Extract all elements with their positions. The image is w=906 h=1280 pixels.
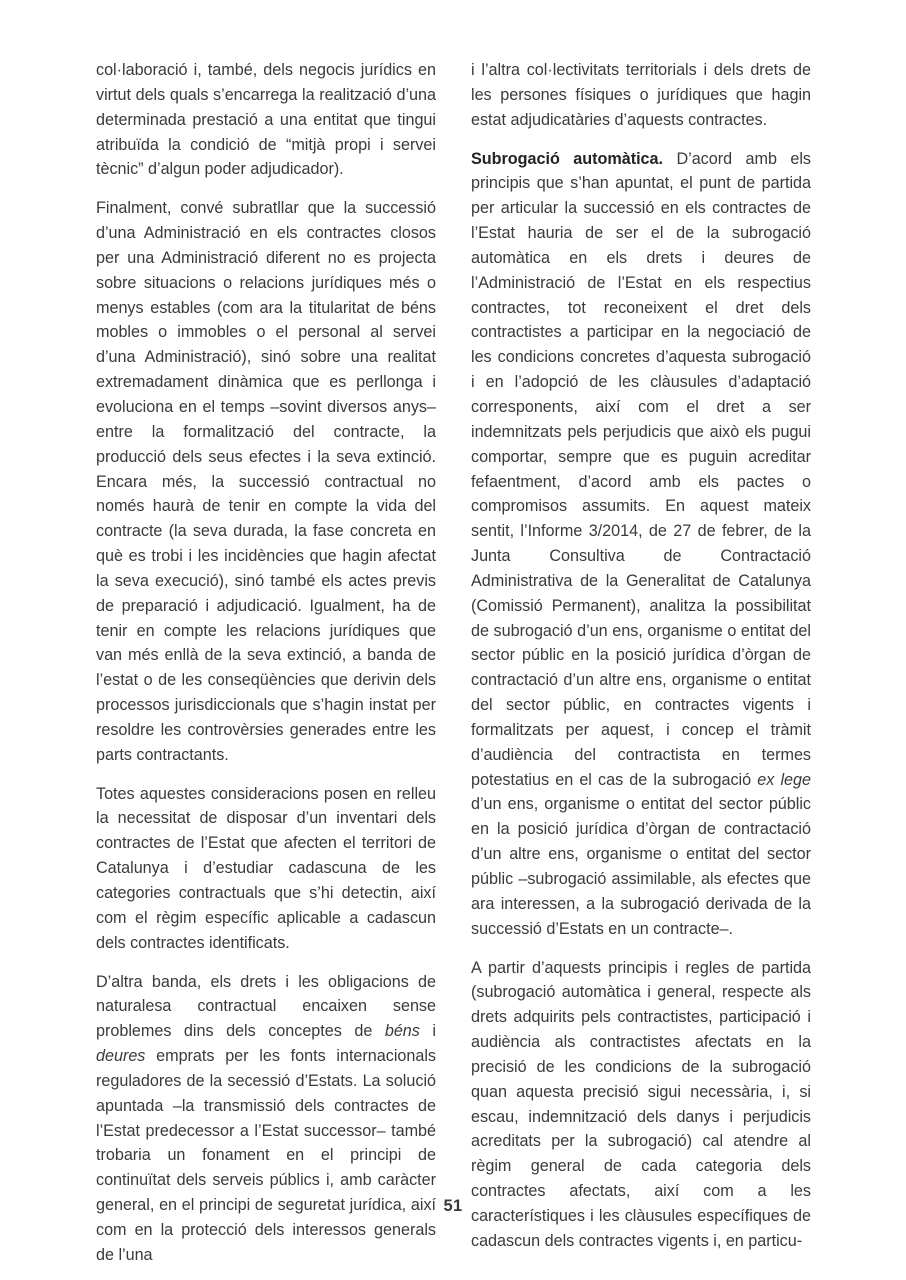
paragraph: Totes aquestes consideracions posen en relleu la necessitat de disposar d’un inventari dels contractes de l’Estat que afecten el territori de Catalunya i d’estudiar cadascuna de les categories contractuals que s’hi detectin, així com el règim específic aplicable a cadascun dels contractes identificats. xyxy=(96,784,436,952)
text-run: emprats per les fonts internacionals reguladores de la secessió d’Estats. La solució apuntada –la transmissió dels contractes de l’Estat predecessor a l’Estat successor– també trobaria un fonament en el principi de continuïtat dels serveis públics i, amb caràcter general, en el principi de seguretat jurídica, així com en la protecció dels interessos generals de l’una xyxy=(96,1047,436,1264)
paragraph: col·laboració i, també, dels negocis jurídics en virtut dels quals s’encarrega la realització d’una determinada prestació a una entitat que tingui atribuïda la condició de “mitjà propi i servei tècnic” d’algun poder adjudicador). xyxy=(96,61,436,179)
left-column xyxy=(96,58,436,1264)
paragraph: A partir d’aquests principis i regles de partida (subrogació automàtica i general, respecte als drets adquirits pels contractistes, participació i audiència als contractistes afectats en la precisió de les condicions de la subrogació quan aquesta precisió sigui necessària, i, si escau, indemnització dels danys i perjudicis acreditats per la subrogació) cal atendre al règim general de cada categoria dels contractes afectats, així com a les característiques i les clàusules específiques de cadascun dels contractes vigents i, en particu- xyxy=(471,958,811,1250)
italic-term-ex-lege: ex lege xyxy=(757,770,811,789)
text-run: i xyxy=(419,1022,436,1041)
paragraph-with-italics xyxy=(96,970,436,1268)
paragraph: i l’altra col·lectivitats territorials i dels drets de les persones físiques o jurídiques que hagin estat adjudicatàries d’aquests contractes. xyxy=(471,61,811,129)
text-run: D’acord amb els principis que s’han apuntat, el punt de partida per articular la successió en els contractes de l’Estat hauria de ser el de la subrogació automàtica en els drets i deures de l’Administració de l’Estat en els respectius contractes, tot reconeixent el dret dels contractistes a participar en la negociació de les condicions concretes d’aquesta subrogació i en l’adopció de les clàusules d’adaptació corresponents, així com el dret a ser indemnitzats pels perjudicis que això els pugui comportar, sempre que es puguin acreditar fefaentment, d’acord amb els pactes o compromisos assumits. En aquest mateix sentit, l’Informe 3/2014, de 27 de febrer, de la Junta Consultiva de Contractació Administrativa de la Generalitat de Catalunya (Comissió Permanent), analitza la possibilitat de subrogació d’un ens, organisme o entitat del sector públic en la posició jurídica d’òrgan de contractació d’un altre ens, organisme o entitat del sector públic, en contractes vigents i formalitzats per aquest, i concep el tràmit d’audiència del contractista en termes potestatius en el cas de la subrogació xyxy=(471,149,811,789)
page-number: 51 xyxy=(443,1197,463,1215)
paragraph-subrogacio-automatica xyxy=(471,147,811,942)
text-run: d’un ens, organisme o entitat del sector públic en la posició jurídica d’òrgan de contractació d’un altre ens, organisme o entitat del sector públic –subrogació assimilable, als efectes que ara interessen, a la subrogació derivada de la successió d’Estats en un contracte–. xyxy=(471,795,811,938)
italic-term-deures: deures xyxy=(96,1047,146,1066)
right-column xyxy=(471,58,811,1250)
text-run: D’altra banda, els drets i les obligacions de naturalesa contractual encaixen sense problemes dins dels conceptes de xyxy=(96,972,436,1041)
italic-term-bens: béns xyxy=(384,1022,420,1041)
run-in-heading: Subrogació automàtica. xyxy=(471,149,664,168)
paragraph: Finalment, convé subratllar que la successió d’una Administració en els contractes closos per una Administració diferent no es projecta sobre situacions o relacions jurídiques més o menys estables (com ara la titularitat de béns mobles o immobles o el personal al servei d’una Administració), sinó sobre una realitat extremadament dinàmica que es perllonga i evoluciona en el temps –sovint diversos anys– entre la formalització del contracte, la producció dels seus efectes i la seva extinció. Encara més, la successió contractual no només haurà de tenir en compte la vida del contracte (la seva durada, la fase concreta en què es trobi i les incidències que hagin afectat la seva execució), sinó també els actes previs de preparació i adjudicació. Igualment, ha de tenir en compte les relacions jurídiques que van més enllà de la seva extinció, a banda de l’estat o de les conseqüències que derivin dels processos jurisdiccionals que s’hagin instat per resoldre les controvèrsies generades entre les parts contractants. xyxy=(96,199,436,764)
